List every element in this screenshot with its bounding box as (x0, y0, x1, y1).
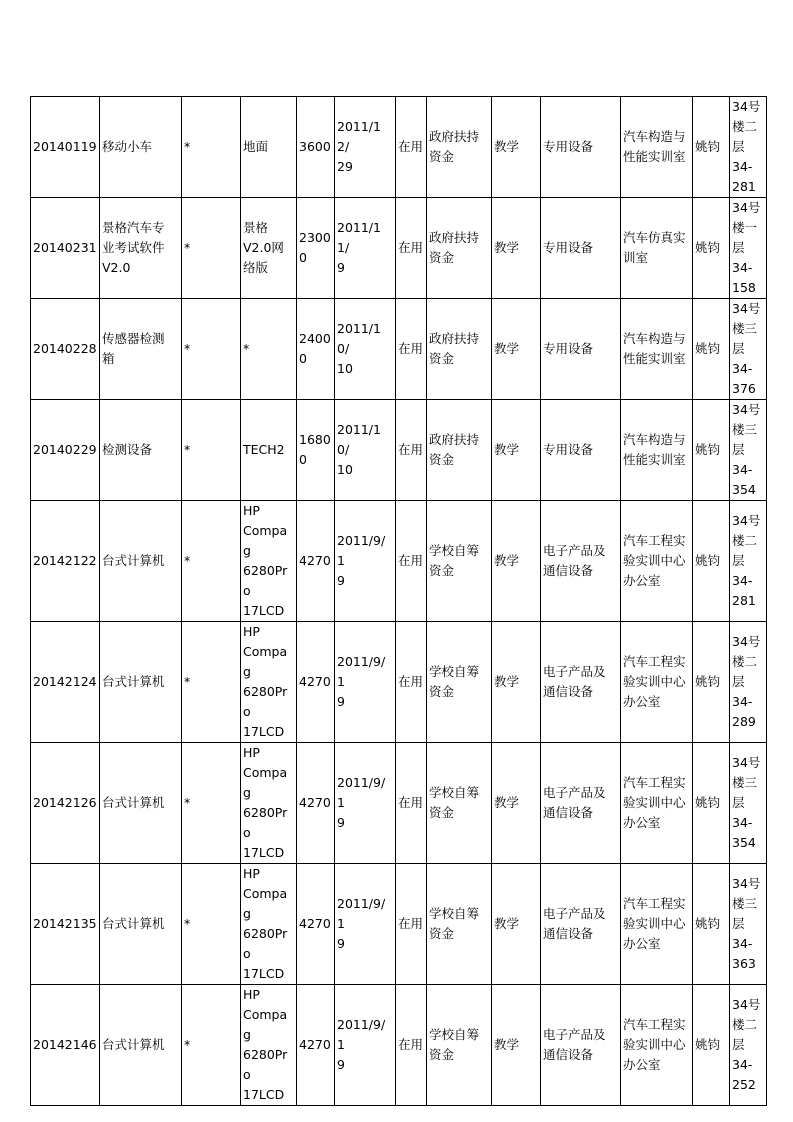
asset-name-cell-text: 景格汽车专 业考试软件 V2.0 (102, 220, 165, 275)
model-cell (241, 400, 297, 501)
usage-cell-text: 教学 (494, 1037, 520, 1052)
status-cell (396, 97, 427, 198)
spec-cell-text: * (184, 139, 191, 154)
category-cell (541, 198, 621, 299)
model-cell (241, 985, 297, 1106)
location-cell-text: 34号 楼三 层 34- 354 (732, 755, 761, 850)
usage-cell-text: 教学 (494, 674, 520, 689)
purchase-date-cell-text: 2011/11/ 9 (337, 220, 381, 275)
fund-source-cell-text: 政府扶持 资金 (429, 230, 480, 265)
category-cell-text: 专用设备 (543, 442, 594, 457)
department-cell (621, 400, 693, 501)
spec-cell (182, 299, 241, 400)
model-cell-text: HP Compag 6280Pro 17LCD (243, 503, 288, 618)
price-cell-text: 4270 (299, 553, 331, 568)
usage-cell (492, 400, 541, 501)
price-cell (297, 501, 335, 622)
custodian-cell (693, 743, 730, 864)
model-cell (241, 622, 297, 743)
department-cell (621, 864, 693, 985)
purchase-date-cell-text: 2011/10/ 10 (337, 321, 381, 376)
price-cell (297, 864, 335, 985)
asset-name-cell (100, 97, 182, 198)
spec-cell-text: * (184, 795, 191, 810)
model-cell-text: 景格 V2.0网 络版 (243, 220, 284, 275)
usage-cell (492, 622, 541, 743)
fund-source-cell-text: 学校自筹 资金 (429, 664, 480, 699)
department-cell-text: 汽车构造与 性能实训室 (623, 129, 686, 164)
department-cell (621, 97, 693, 198)
fund-source-cell (427, 97, 492, 198)
price-cell (297, 743, 335, 864)
price-cell (297, 622, 335, 743)
table-row (31, 864, 767, 985)
custodian-cell (693, 400, 730, 501)
category-cell (541, 985, 621, 1106)
status-cell (396, 400, 427, 501)
asset-id-cell-text: 20142126 (33, 795, 97, 810)
price-cell (297, 198, 335, 299)
category-cell-text: 专用设备 (543, 240, 594, 255)
location-cell-text: 34号 楼二 层 34- 281 (732, 513, 761, 608)
asset-name-cell (100, 501, 182, 622)
category-cell-text: 电子产品及 通信设备 (543, 785, 606, 820)
price-cell (297, 97, 335, 198)
purchase-date-cell-text: 2011/9/1 9 (337, 1017, 386, 1072)
model-cell-text: TECH2 (243, 442, 285, 457)
spec-cell (182, 985, 241, 1106)
asset-name-cell (100, 743, 182, 864)
model-cell (241, 97, 297, 198)
status-cell-text: 在用 (398, 341, 424, 356)
location-cell-text: 34号 楼二 层 34- 281 (732, 99, 761, 194)
asset-name-cell-text: 台式计算机 (102, 795, 165, 810)
fund-source-cell-text: 政府扶持 资金 (429, 432, 480, 467)
asset-id-cell-text: 20142122 (33, 553, 97, 568)
category-cell (541, 501, 621, 622)
category-cell-text: 电子产品及 通信设备 (543, 906, 606, 941)
purchase-date-cell (335, 622, 396, 743)
custodian-cell (693, 299, 730, 400)
asset-name-cell-text: 传感器检测 箱 (102, 331, 165, 366)
price-cell (297, 985, 335, 1106)
asset-id-cell (31, 97, 100, 198)
category-cell-text: 专用设备 (543, 139, 594, 154)
category-cell (541, 400, 621, 501)
custodian-cell-text: 姚钧 (695, 916, 721, 931)
department-cell (621, 501, 693, 622)
status-cell-text: 在用 (398, 442, 424, 457)
category-cell-text: 电子产品及 通信设备 (543, 543, 606, 578)
purchase-date-cell (335, 198, 396, 299)
table-row (31, 299, 767, 400)
price-cell-text: 4270 (299, 674, 331, 689)
purchase-date-cell-text: 2011/9/1 9 (337, 775, 386, 830)
department-cell (621, 198, 693, 299)
spec-cell-text: * (184, 553, 191, 568)
fund-source-cell (427, 501, 492, 622)
custodian-cell-text: 姚钧 (695, 1037, 721, 1052)
model-cell-text: HP Compag 6280Pro 17LCD (243, 624, 288, 739)
asset-id-cell (31, 985, 100, 1106)
custodian-cell-text: 姚钧 (695, 674, 721, 689)
model-cell (241, 299, 297, 400)
fund-source-cell-text: 学校自筹 资金 (429, 1027, 480, 1062)
custodian-cell-text: 姚钧 (695, 139, 721, 154)
price-cell-text: 23000 (299, 230, 331, 265)
category-cell (541, 743, 621, 864)
custodian-cell (693, 864, 730, 985)
table-row (31, 400, 767, 501)
category-cell-text: 电子产品及 通信设备 (543, 1027, 606, 1062)
location-cell (730, 501, 767, 622)
status-cell (396, 198, 427, 299)
status-cell (396, 985, 427, 1106)
custodian-cell-text: 姚钧 (695, 795, 721, 810)
location-cell-text: 34号 楼一 层 34- 158 (732, 200, 761, 295)
asset-id-cell (31, 743, 100, 864)
spec-cell-text: * (184, 341, 191, 356)
status-cell (396, 299, 427, 400)
purchase-date-cell (335, 501, 396, 622)
status-cell (396, 501, 427, 622)
purchase-date-cell-text: 2011/9/1 9 (337, 896, 386, 951)
fund-source-cell-text: 学校自筹 资金 (429, 785, 480, 820)
asset-id-cell (31, 198, 100, 299)
purchase-date-cell (335, 985, 396, 1106)
asset-name-cell-text: 台式计算机 (102, 916, 165, 931)
table-row (31, 985, 767, 1106)
location-cell (730, 299, 767, 400)
table-row (31, 501, 767, 622)
location-cell (730, 400, 767, 501)
category-cell (541, 97, 621, 198)
fund-source-cell (427, 743, 492, 864)
table-row (31, 743, 767, 864)
spec-cell (182, 501, 241, 622)
department-cell-text: 汽车工程实 验实训中心 办公室 (623, 775, 686, 830)
custodian-cell-text: 姚钧 (695, 442, 721, 457)
asset-name-cell-text: 台式计算机 (102, 1037, 165, 1052)
custodian-cell-text: 姚钧 (695, 553, 721, 568)
usage-cell-text: 教学 (494, 553, 520, 568)
asset-id-cell-text: 20142146 (33, 1037, 97, 1052)
usage-cell-text: 教学 (494, 139, 520, 154)
price-cell-text: 4270 (299, 795, 331, 810)
department-cell (621, 622, 693, 743)
category-cell (541, 299, 621, 400)
fund-source-cell-text: 政府扶持 资金 (429, 129, 480, 164)
usage-cell-text: 教学 (494, 442, 520, 457)
asset-id-cell-text: 20140119 (33, 139, 97, 154)
usage-cell (492, 864, 541, 985)
price-cell (297, 299, 335, 400)
asset-id-cell-text: 20140228 (33, 341, 97, 356)
department-cell-text: 汽车构造与 性能实训室 (623, 432, 686, 467)
category-cell (541, 864, 621, 985)
usage-cell (492, 743, 541, 864)
price-cell-text: 3600 (299, 139, 331, 154)
purchase-date-cell-text: 2011/10/ 10 (337, 422, 381, 477)
model-cell-text: HP Compag 6280Pro 17LCD (243, 987, 288, 1102)
department-cell (621, 985, 693, 1106)
fund-source-cell-text: 学校自筹 资金 (429, 543, 480, 578)
model-cell-text: HP Compag 6280Pro 17LCD (243, 866, 288, 981)
status-cell-text: 在用 (398, 1037, 424, 1052)
price-cell-text: 24000 (299, 331, 331, 366)
asset-name-cell (100, 622, 182, 743)
fund-source-cell (427, 198, 492, 299)
fund-source-cell (427, 299, 492, 400)
table-row (31, 622, 767, 743)
asset-id-cell (31, 622, 100, 743)
asset-name-cell (100, 400, 182, 501)
custodian-cell (693, 501, 730, 622)
spec-cell-text: * (184, 1037, 191, 1052)
location-cell (730, 97, 767, 198)
fund-source-cell (427, 864, 492, 985)
spec-cell-text: * (184, 442, 191, 457)
model-cell (241, 864, 297, 985)
custodian-cell-text: 姚钧 (695, 240, 721, 255)
location-cell (730, 198, 767, 299)
usage-cell-text: 教学 (494, 341, 520, 356)
table-row (31, 198, 767, 299)
usage-cell-text: 教学 (494, 240, 520, 255)
usage-cell-text: 教学 (494, 916, 520, 931)
location-cell-text: 34号 楼二 层 34- 289 (732, 634, 761, 729)
purchase-date-cell (335, 743, 396, 864)
purchase-date-cell (335, 400, 396, 501)
department-cell-text: 汽车仿真实 训室 (623, 230, 686, 265)
spec-cell (182, 97, 241, 198)
department-cell (621, 299, 693, 400)
location-cell (730, 864, 767, 985)
location-cell (730, 622, 767, 743)
department-cell-text: 汽车工程实 验实训中心 办公室 (623, 654, 686, 709)
model-cell (241, 501, 297, 622)
usage-cell (492, 985, 541, 1106)
purchase-date-cell-text: 2011/9/1 9 (337, 654, 386, 709)
model-cell-text: HP Compag 6280Pro 17LCD (243, 745, 288, 860)
usage-cell (492, 501, 541, 622)
fund-source-cell-text: 政府扶持 资金 (429, 331, 480, 366)
usage-cell-text: 教学 (494, 795, 520, 810)
asset-id-cell (31, 501, 100, 622)
usage-cell (492, 97, 541, 198)
location-cell-text: 34号 楼三 层 34- 363 (732, 876, 761, 971)
fund-source-cell (427, 400, 492, 501)
purchase-date-cell (335, 97, 396, 198)
department-cell-text: 汽车构造与 性能实训室 (623, 331, 686, 366)
asset-id-cell-text: 20140229 (33, 442, 97, 457)
fund-source-cell-text: 学校自筹 资金 (429, 906, 480, 941)
asset-name-cell-text: 移动小车 (102, 139, 153, 154)
category-cell (541, 622, 621, 743)
status-cell-text: 在用 (398, 139, 424, 154)
status-cell (396, 622, 427, 743)
model-cell (241, 198, 297, 299)
spec-cell (182, 743, 241, 864)
spec-cell-text: * (184, 240, 191, 255)
location-cell-text: 34号 楼三 层 34- 376 (732, 301, 761, 396)
usage-cell (492, 198, 541, 299)
status-cell-text: 在用 (398, 916, 424, 931)
model-cell-text: 地面 (243, 139, 269, 154)
spec-cell (182, 400, 241, 501)
status-cell (396, 743, 427, 864)
price-cell (297, 400, 335, 501)
asset-name-cell (100, 864, 182, 985)
asset-name-cell (100, 198, 182, 299)
fund-source-cell (427, 985, 492, 1106)
equipment-table (30, 96, 767, 1106)
status-cell-text: 在用 (398, 674, 424, 689)
department-cell-text: 汽车工程实 验实训中心 办公室 (623, 533, 686, 588)
price-cell-text: 4270 (299, 916, 331, 931)
usage-cell (492, 299, 541, 400)
status-cell-text: 在用 (398, 240, 424, 255)
asset-name-cell-text: 台式计算机 (102, 553, 165, 568)
model-cell (241, 743, 297, 864)
price-cell-text: 16800 (299, 432, 331, 467)
table-row (31, 97, 767, 198)
asset-id-cell (31, 299, 100, 400)
status-cell-text: 在用 (398, 553, 424, 568)
status-cell (396, 864, 427, 985)
asset-name-cell (100, 299, 182, 400)
asset-name-cell-text: 检测设备 (102, 442, 153, 457)
spec-cell (182, 622, 241, 743)
purchase-date-cell-text: 2011/9/1 9 (337, 533, 386, 588)
spec-cell (182, 864, 241, 985)
department-cell-text: 汽车工程实 验实训中心 办公室 (623, 1017, 686, 1072)
custodian-cell (693, 97, 730, 198)
fund-source-cell (427, 622, 492, 743)
asset-id-cell (31, 864, 100, 985)
asset-name-cell (100, 985, 182, 1106)
department-cell-text: 汽车工程实 验实训中心 办公室 (623, 896, 686, 951)
custodian-cell-text: 姚钧 (695, 341, 721, 356)
status-cell-text: 在用 (398, 795, 424, 810)
category-cell-text: 专用设备 (543, 341, 594, 356)
custodian-cell (693, 985, 730, 1106)
price-cell-text: 4270 (299, 1037, 331, 1052)
purchase-date-cell (335, 299, 396, 400)
location-cell-text: 34号 楼三 层 34- 354 (732, 402, 761, 497)
purchase-date-cell-text: 2011/12/ 29 (337, 119, 381, 174)
purchase-date-cell (335, 864, 396, 985)
spec-cell-text: * (184, 916, 191, 931)
department-cell (621, 743, 693, 864)
location-cell-text: 34号 楼二 层 34- 252 (732, 997, 761, 1092)
asset-name-cell-text: 台式计算机 (102, 674, 165, 689)
asset-id-cell-text: 20142124 (33, 674, 97, 689)
asset-id-cell (31, 400, 100, 501)
asset-id-cell-text: 20140231 (33, 240, 97, 255)
custodian-cell (693, 198, 730, 299)
custodian-cell (693, 622, 730, 743)
spec-cell-text: * (184, 674, 191, 689)
category-cell-text: 电子产品及 通信设备 (543, 664, 606, 699)
spec-cell (182, 198, 241, 299)
model-cell-text: * (243, 341, 250, 356)
location-cell (730, 985, 767, 1106)
location-cell (730, 743, 767, 864)
asset-id-cell-text: 20142135 (33, 916, 97, 931)
